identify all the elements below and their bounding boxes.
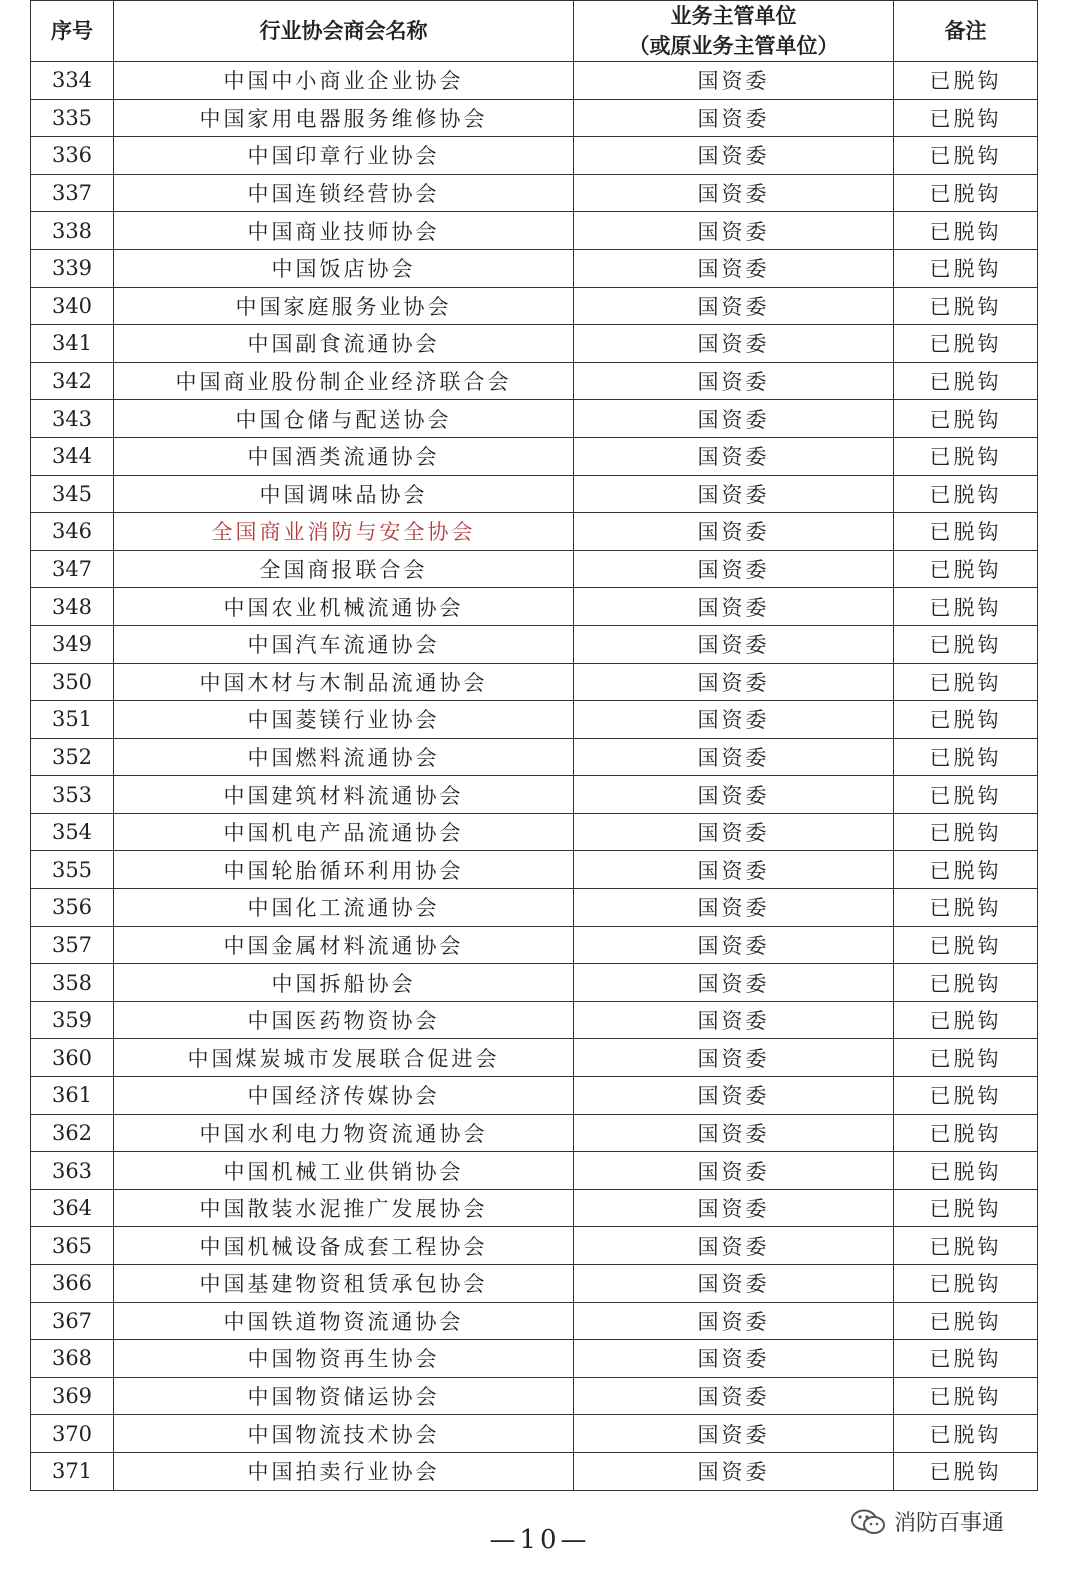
table-row	[31, 1452, 1038, 1490]
cell-supervising-unit: 国资委	[574, 1340, 894, 1378]
cell-serial: 359	[31, 1001, 114, 1039]
cell-association-name: 中国机械工业供销协会	[114, 1152, 574, 1190]
table-row	[31, 437, 1038, 475]
cell-remarks: 已脱钩	[894, 1189, 1038, 1227]
table-row	[31, 1039, 1038, 1077]
table-row	[31, 1377, 1038, 1415]
cell-serial: 339	[31, 249, 114, 287]
cell-association-name: 中国物流技术协会	[114, 1415, 574, 1453]
table-row	[31, 137, 1038, 175]
table-row	[31, 400, 1038, 438]
cell-supervising-unit: 国资委	[574, 62, 894, 100]
table-row	[31, 1001, 1038, 1039]
cell-supervising-unit: 国资委	[574, 475, 894, 513]
cell-remarks: 已脱钩	[894, 249, 1038, 287]
cell-supervising-unit: 国资委	[574, 249, 894, 287]
cell-remarks: 已脱钩	[894, 1340, 1038, 1378]
cell-serial: 370	[31, 1415, 114, 1453]
cell-association-name: 中国汽车流通协会	[114, 625, 574, 663]
cell-supervising-unit: 国资委	[574, 550, 894, 588]
cell-serial: 360	[31, 1039, 114, 1077]
cell-remarks: 已脱钩	[894, 437, 1038, 475]
cell-supervising-unit: 国资委	[574, 1039, 894, 1077]
cell-association-name: 中国印章行业协会	[114, 137, 574, 175]
table-row	[31, 1302, 1038, 1340]
cell-association-name: 中国木材与木制品流通协会	[114, 663, 574, 701]
cell-serial: 355	[31, 851, 114, 889]
cell-serial: 362	[31, 1114, 114, 1152]
table-row	[31, 1227, 1038, 1265]
cell-serial: 365	[31, 1227, 114, 1265]
cell-association-name: 全国商业消防与安全协会	[114, 513, 574, 551]
cell-serial: 334	[31, 62, 114, 100]
cell-serial: 343	[31, 400, 114, 438]
table-row	[31, 325, 1038, 363]
cell-supervising-unit: 国资委	[574, 362, 894, 400]
table-row	[31, 62, 1038, 100]
cell-serial: 368	[31, 1340, 114, 1378]
cell-serial: 341	[31, 325, 114, 363]
cell-serial: 363	[31, 1152, 114, 1190]
cell-serial: 340	[31, 287, 114, 325]
cell-remarks: 已脱钩	[894, 1114, 1038, 1152]
cell-supervising-unit: 国资委	[574, 1452, 894, 1490]
cell-remarks: 已脱钩	[894, 400, 1038, 438]
cell-remarks: 已脱钩	[894, 513, 1038, 551]
table-row	[31, 513, 1038, 551]
cell-remarks: 已脱钩	[894, 1377, 1038, 1415]
cell-remarks: 已脱钩	[894, 1415, 1038, 1453]
cell-supervising-unit: 国资委	[574, 625, 894, 663]
header-supervising-unit-line1: 业务主管单位	[670, 4, 797, 28]
cell-association-name: 中国拍卖行业协会	[114, 1452, 574, 1490]
cell-serial: 345	[31, 475, 114, 513]
cell-supervising-unit: 国资委	[574, 776, 894, 814]
cell-association-name: 中国商业技师协会	[114, 212, 574, 250]
cell-serial: 353	[31, 776, 114, 814]
cell-serial: 335	[31, 99, 114, 137]
cell-serial: 344	[31, 437, 114, 475]
cell-serial: 350	[31, 663, 114, 701]
cell-remarks: 已脱钩	[894, 813, 1038, 851]
table-row	[31, 625, 1038, 663]
table-row	[31, 287, 1038, 325]
cell-serial: 358	[31, 964, 114, 1002]
cell-association-name: 中国连锁经营协会	[114, 174, 574, 212]
cell-supervising-unit: 国资委	[574, 851, 894, 889]
cell-serial: 356	[31, 889, 114, 927]
header-serial: 序号	[31, 1, 114, 62]
cell-supervising-unit: 国资委	[574, 137, 894, 175]
table-row	[31, 663, 1038, 701]
cell-association-name: 中国菱镁行业协会	[114, 701, 574, 739]
cell-association-name: 中国轮胎循环利用协会	[114, 851, 574, 889]
cell-serial: 369	[31, 1377, 114, 1415]
cell-supervising-unit: 国资委	[574, 212, 894, 250]
cell-association-name: 中国机电产品流通协会	[114, 813, 574, 851]
cell-supervising-unit: 国资委	[574, 663, 894, 701]
cell-supervising-unit: 国资委	[574, 513, 894, 551]
cell-association-name: 中国医药物资协会	[114, 1001, 574, 1039]
cell-remarks: 已脱钩	[894, 701, 1038, 739]
cell-remarks: 已脱钩	[894, 1227, 1038, 1265]
header-supervising-unit	[574, 1, 894, 62]
cell-association-name: 中国饭店协会	[114, 249, 574, 287]
table-row	[31, 588, 1038, 626]
cell-association-name: 中国调味品协会	[114, 475, 574, 513]
cell-serial: 346	[31, 513, 114, 551]
cell-association-name: 中国拆船协会	[114, 964, 574, 1002]
cell-serial: 364	[31, 1189, 114, 1227]
table-row	[31, 1340, 1038, 1378]
cell-serial: 349	[31, 625, 114, 663]
cell-association-name: 中国仓储与配送协会	[114, 400, 574, 438]
table-row	[31, 964, 1038, 1002]
cell-supervising-unit: 国资委	[574, 1302, 894, 1340]
cell-remarks: 已脱钩	[894, 362, 1038, 400]
cell-serial: 366	[31, 1265, 114, 1303]
cell-association-name: 中国化工流通协会	[114, 889, 574, 927]
table-header-row	[31, 1, 1038, 62]
table-row	[31, 738, 1038, 776]
cell-association-name: 中国机械设备成套工程协会	[114, 1227, 574, 1265]
cell-remarks: 已脱钩	[894, 174, 1038, 212]
cell-serial: 337	[31, 174, 114, 212]
cell-remarks: 已脱钩	[894, 625, 1038, 663]
cell-supervising-unit: 国资委	[574, 1001, 894, 1039]
table-row	[31, 362, 1038, 400]
cell-remarks: 已脱钩	[894, 889, 1038, 927]
cell-supervising-unit: 国资委	[574, 701, 894, 739]
cell-association-name: 中国水利电力物资流通协会	[114, 1114, 574, 1152]
cell-remarks: 已脱钩	[894, 1152, 1038, 1190]
cell-remarks: 已脱钩	[894, 926, 1038, 964]
wechat-icon	[850, 1508, 886, 1536]
table-row	[31, 99, 1038, 137]
cell-association-name: 中国家用电器服务维修协会	[114, 99, 574, 137]
cell-supervising-unit: 国资委	[574, 1265, 894, 1303]
cell-serial: 336	[31, 137, 114, 175]
table-row	[31, 1265, 1038, 1303]
cell-association-name: 中国农业机械流通协会	[114, 588, 574, 626]
cell-remarks: 已脱钩	[894, 1302, 1038, 1340]
association-table	[30, 0, 1038, 1491]
cell-supervising-unit: 国资委	[574, 1114, 894, 1152]
cell-remarks: 已脱钩	[894, 1077, 1038, 1115]
cell-remarks: 已脱钩	[894, 212, 1038, 250]
watermark	[850, 1506, 1004, 1537]
cell-serial: 357	[31, 926, 114, 964]
cell-association-name: 中国经济传媒协会	[114, 1077, 574, 1115]
table-row	[31, 1189, 1038, 1227]
table-row	[31, 889, 1038, 927]
page-number: —10—	[489, 1525, 591, 1555]
table-row	[31, 1114, 1038, 1152]
cell-remarks: 已脱钩	[894, 1001, 1038, 1039]
cell-remarks: 已脱钩	[894, 137, 1038, 175]
cell-supervising-unit: 国资委	[574, 174, 894, 212]
cell-serial: 348	[31, 588, 114, 626]
cell-association-name: 中国散装水泥推广发展协会	[114, 1189, 574, 1227]
cell-serial: 371	[31, 1452, 114, 1490]
table-row	[31, 926, 1038, 964]
cell-supervising-unit: 国资委	[574, 813, 894, 851]
cell-association-name: 中国基建物资租赁承包协会	[114, 1265, 574, 1303]
cell-supervising-unit: 国资委	[574, 889, 894, 927]
cell-association-name: 中国酒类流通协会	[114, 437, 574, 475]
table-row	[31, 550, 1038, 588]
cell-remarks: 已脱钩	[894, 550, 1038, 588]
cell-supervising-unit: 国资委	[574, 1227, 894, 1265]
cell-remarks: 已脱钩	[894, 99, 1038, 137]
table-row	[31, 701, 1038, 739]
cell-remarks: 已脱钩	[894, 62, 1038, 100]
cell-association-name: 中国铁道物资流通协会	[114, 1302, 574, 1340]
cell-association-name: 全国商报联合会	[114, 550, 574, 588]
cell-serial: 352	[31, 738, 114, 776]
table-row	[31, 1152, 1038, 1190]
cell-supervising-unit: 国资委	[574, 1189, 894, 1227]
cell-serial: 338	[31, 212, 114, 250]
cell-remarks: 已脱钩	[894, 776, 1038, 814]
table-row	[31, 776, 1038, 814]
cell-supervising-unit: 国资委	[574, 588, 894, 626]
cell-supervising-unit: 国资委	[574, 99, 894, 137]
cell-supervising-unit: 国资委	[574, 325, 894, 363]
cell-serial: 354	[31, 813, 114, 851]
cell-supervising-unit: 国资委	[574, 1377, 894, 1415]
cell-supervising-unit: 国资委	[574, 1415, 894, 1453]
cell-association-name: 中国煤炭城市发展联合促进会	[114, 1039, 574, 1077]
cell-remarks: 已脱钩	[894, 663, 1038, 701]
cell-supervising-unit: 国资委	[574, 964, 894, 1002]
cell-serial: 342	[31, 362, 114, 400]
table-row	[31, 851, 1038, 889]
cell-association-name: 中国家庭服务业协会	[114, 287, 574, 325]
cell-remarks: 已脱钩	[894, 475, 1038, 513]
table-row	[31, 1077, 1038, 1115]
cell-serial: 361	[31, 1077, 114, 1115]
cell-supervising-unit: 国资委	[574, 400, 894, 438]
cell-serial: 367	[31, 1302, 114, 1340]
table-body	[31, 62, 1038, 1491]
cell-supervising-unit: 国资委	[574, 1077, 894, 1115]
header-association-name: 行业协会商会名称	[114, 1, 574, 62]
watermark-text: 消防百事通	[894, 1511, 1005, 1536]
cell-remarks: 已脱钩	[894, 1039, 1038, 1077]
cell-association-name: 中国副食流通协会	[114, 325, 574, 363]
cell-serial: 351	[31, 701, 114, 739]
table-row	[31, 813, 1038, 851]
table-row	[31, 212, 1038, 250]
table-row	[31, 249, 1038, 287]
header-remarks: 备注	[894, 1, 1038, 62]
cell-remarks: 已脱钩	[894, 325, 1038, 363]
cell-association-name: 中国物资储运协会	[114, 1377, 574, 1415]
cell-association-name: 中国燃料流通协会	[114, 738, 574, 776]
cell-supervising-unit: 国资委	[574, 287, 894, 325]
table-row	[31, 174, 1038, 212]
header-supervising-unit-line2: （或原业务主管单位）	[628, 34, 839, 58]
cell-remarks: 已脱钩	[894, 964, 1038, 1002]
cell-supervising-unit: 国资委	[574, 437, 894, 475]
cell-remarks: 已脱钩	[894, 588, 1038, 626]
cell-remarks: 已脱钩	[894, 1265, 1038, 1303]
cell-remarks: 已脱钩	[894, 738, 1038, 776]
cell-remarks: 已脱钩	[894, 1452, 1038, 1490]
cell-remarks: 已脱钩	[894, 287, 1038, 325]
cell-serial: 347	[31, 550, 114, 588]
cell-association-name: 中国建筑材料流通协会	[114, 776, 574, 814]
table-row	[31, 1415, 1038, 1453]
cell-association-name: 中国物资再生协会	[114, 1340, 574, 1378]
table-row	[31, 475, 1038, 513]
cell-supervising-unit: 国资委	[574, 738, 894, 776]
cell-association-name: 中国商业股份制企业经济联合会	[114, 362, 574, 400]
cell-supervising-unit: 国资委	[574, 926, 894, 964]
cell-supervising-unit: 国资委	[574, 1152, 894, 1190]
cell-association-name: 中国金属材料流通协会	[114, 926, 574, 964]
cell-remarks: 已脱钩	[894, 851, 1038, 889]
cell-association-name: 中国中小商业企业协会	[114, 62, 574, 100]
